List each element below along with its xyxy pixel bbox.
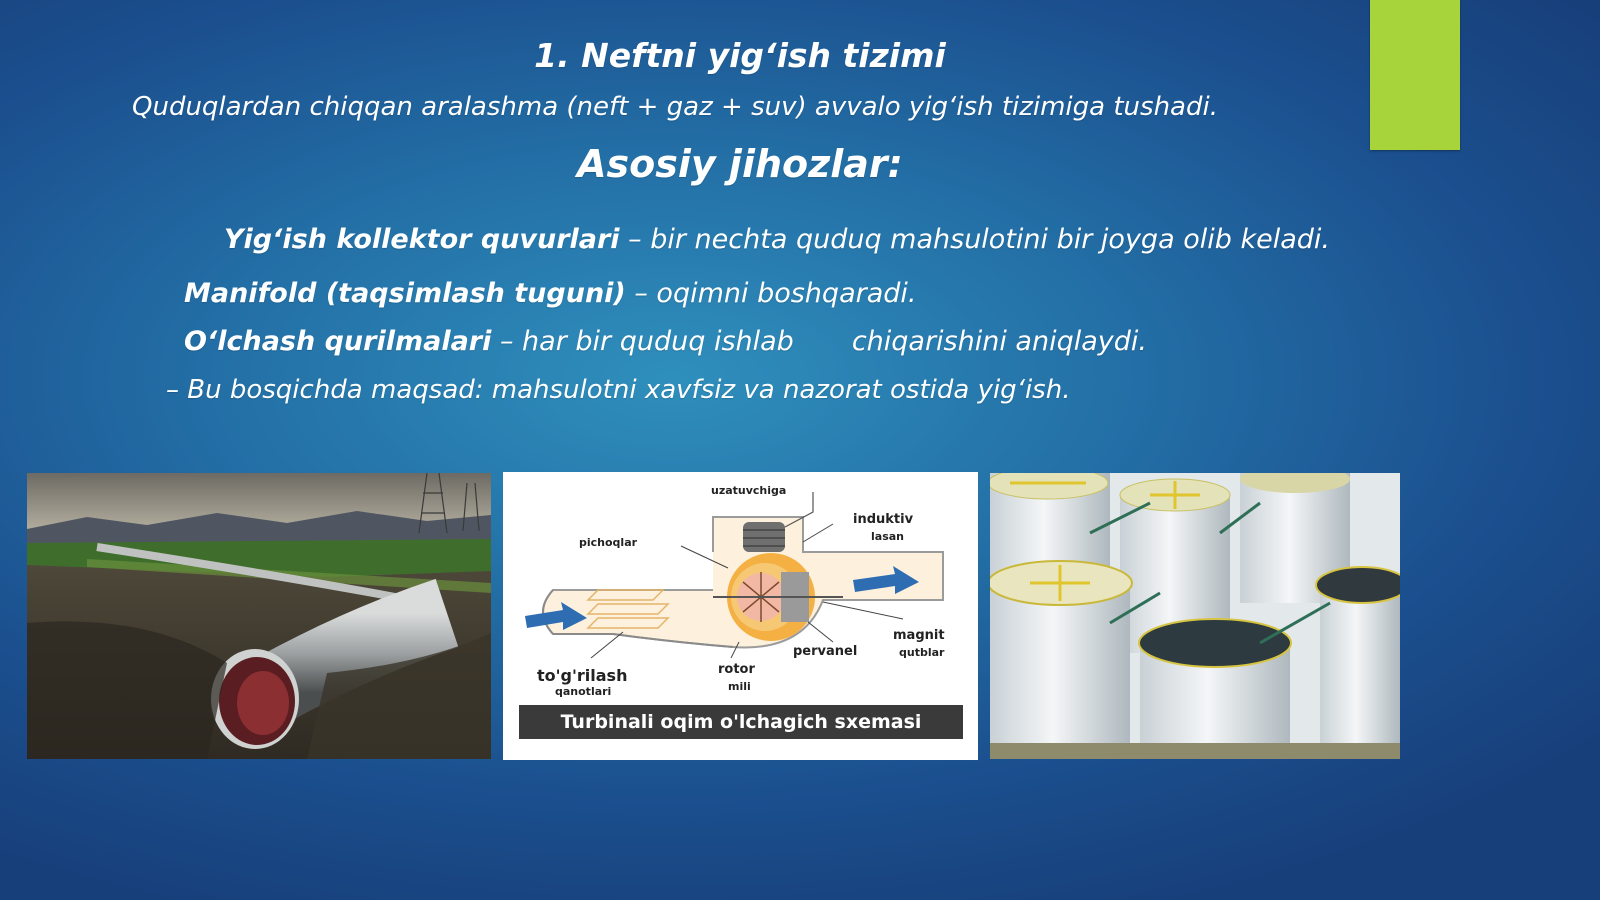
label-inductive: induktiv: [853, 512, 914, 527]
bullet-meters: [184, 326, 1147, 357]
slide-subtitle: Quduqlardan chiqqan aralashma (neft + gaz + suv) avvalo yig‘ish tizimiga tushadi.: [132, 92, 1218, 122]
bullet-term: Yig‘ish kollektor quvurlari: [224, 224, 620, 255]
bullet-desc: – har bir quduq ishlab: [491, 326, 794, 357]
diagram-caption: Turbinali oqim o'lchagich sxemasi: [519, 705, 963, 739]
label-vanes: qanotlari: [555, 685, 612, 698]
bullet-term: O‘lchash qurilmalari: [184, 326, 492, 357]
label-propeller: pervanel: [793, 644, 858, 659]
bullet-desc-continued: chiqarishini aniqlaydi.: [851, 326, 1147, 357]
label-shaft: mili: [728, 680, 751, 693]
bullet-collector-pipes: [224, 224, 1330, 255]
label-rotor: rotor: [718, 662, 755, 677]
bullet-term: Manifold (taqsimlash tuguni): [184, 278, 626, 309]
pipeline-photo: [27, 473, 491, 759]
slide-title: 1. Neftni yig‘ish tizimi: [534, 36, 946, 75]
storage-tanks-photo: [990, 473, 1400, 759]
bullet-desc: – oqimni boshqaradi.: [625, 278, 917, 309]
label-poles: qutblar: [899, 646, 945, 659]
label-blades: pichoqlar: [579, 536, 638, 549]
bullet-desc: – bir nechta quduq mahsulotini bir joyga olib keladi.: [619, 224, 1330, 255]
section-heading: Asosiy jihozlar:: [577, 142, 903, 186]
accent-bar: [1370, 0, 1460, 150]
label-coil: lasan: [871, 530, 904, 543]
bullet-manifold: [184, 278, 916, 309]
flow-meter-diagram: [503, 472, 978, 760]
label-transmitter: uzatuvchiga: [711, 484, 787, 497]
label-straightening: to'g'rilash: [537, 666, 628, 685]
goal-note: – Bu bosqichda maqsad: mahsulotni xavfsiz va nazorat ostida yig‘ish.: [166, 375, 1071, 405]
label-magnet: magnit: [893, 628, 945, 643]
